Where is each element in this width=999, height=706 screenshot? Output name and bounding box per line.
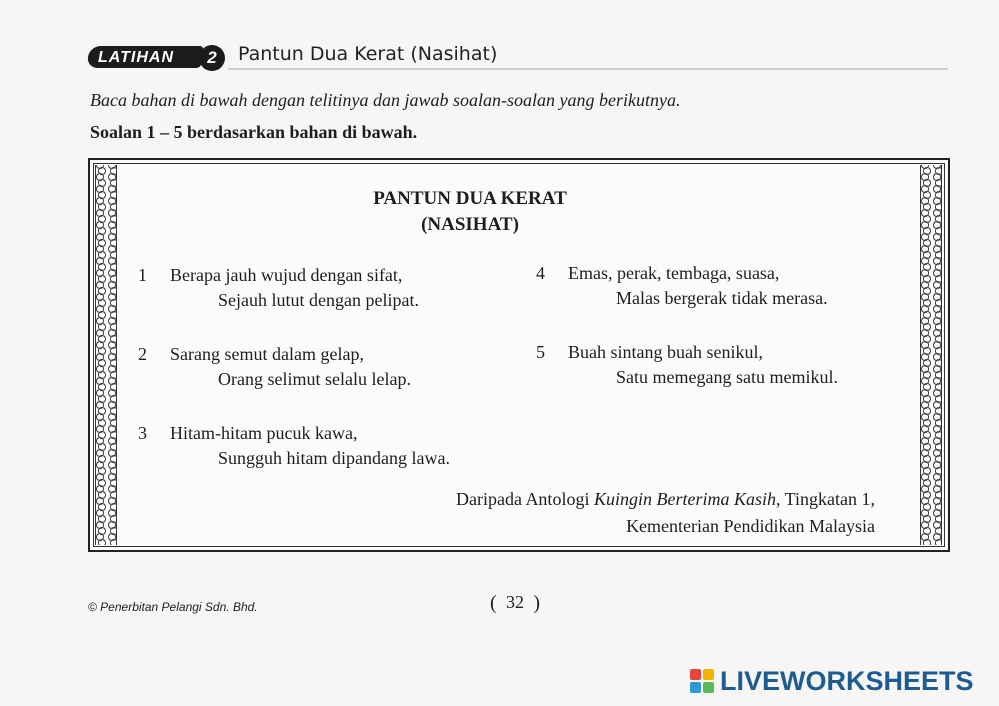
passage-title-line2: (NASIHAT) [421,214,519,235]
source-line-1 [456,486,875,513]
stanza-number: 2 [138,344,147,364]
stanza-line-2: Sejauh lutut dengan pelipat. [218,290,419,310]
stanza-line-1: Buah sintang buah senikul, [568,342,763,362]
instruction-text: Baca bahan di bawah dengan telitinya dan jawab soalan-soalan yang berikutnya. [90,90,681,110]
logo-square-icon [703,682,714,693]
ornament-border-right [920,165,942,545]
exercise-number: 2 [199,45,225,71]
stanza-number: 3 [138,423,147,443]
logo-square-icon [690,669,701,680]
header-divider [228,68,948,70]
stanza-line-1: Berapa jauh wujud dengan sifat, [170,265,403,285]
stanza-line-1: Emas, perak, tembaga, suasa, [568,263,780,283]
page-number [490,592,540,613]
source-book-title: Kuingin Berterima Kasih [593,489,776,509]
question-range: Soalan 1 – 5 berdasarkan bahan di bawah. [90,122,418,142]
source-line-2: Kementerian Pendidikan Malaysia [626,516,875,536]
stanza-line-2: Sungguh hitam dipandang lawa. [218,448,450,468]
watermark-text: LIVEWORKSHEETS [720,665,974,696]
passage-title-line1: PANTUN DUA KERAT [373,188,567,209]
stanza-number: 1 [138,265,147,285]
source-prefix: Daripada Antologi [455,489,594,509]
stanza-line-2: Satu memegang satu memikul. [616,367,838,387]
stanza-line-1: Hitam-hitam pucuk kawa, [170,423,358,443]
passage-source [456,486,875,540]
liveworksheets-logo-icon [690,669,714,693]
logo-square-icon [690,682,701,693]
stanza-number: 5 [536,342,545,362]
latihan-label: LATIHAN [98,49,175,66]
stanza-line-2: Malas bergerak tidak merasa. [616,288,828,308]
liveworksheets-watermark [690,666,974,696]
page-number-value: 32 [506,592,524,612]
passage-title [300,186,640,238]
stanza-number: 4 [536,263,545,283]
logo-square-icon [703,669,714,680]
publisher-credit: © Penerbitan Pelangi Sdn. Bhd. [88,600,258,614]
stanza-line-1: Sarang semut dalam gelap, [170,344,364,364]
stanza-line-2: Orang selimut selalu lelap. [218,369,411,389]
source-suffix: , Tingkatan 1, [775,489,875,509]
exercise-title: Pantun Dua Kerat (Nasihat) [238,43,498,65]
ornament-border-left [95,165,117,545]
